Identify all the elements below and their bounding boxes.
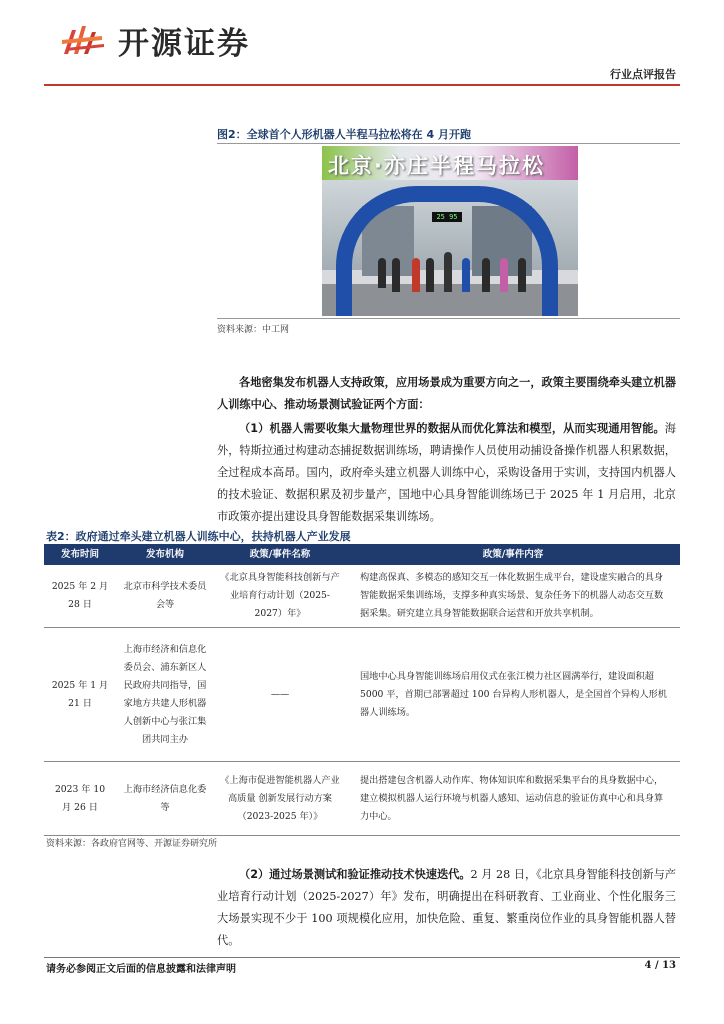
footer-disclaimer: 请务必参阅正文后面的信息披露和法律声明	[46, 964, 236, 975]
footer-divider	[44, 957, 680, 958]
photo-person	[378, 258, 386, 288]
paragraph-lead: （1）机器人需要收集大量物理世界的数据从而优化算法和模型，从而实现通用智能。	[239, 422, 665, 435]
cell-content: 国地中心具身智能训练场启用仪式在张江模力社区圆满举行，建设面积超 5000 平，首期已部署超过 100 台异构人形机器人，是全国首个异构人形机器人训练场。	[346, 628, 680, 762]
brand-name: 开源证券	[118, 25, 250, 62]
table-title: 表2：政府通过牵头建立机器人训练中心，扶持机器人产业发展	[46, 530, 351, 543]
cell-content: 构建高保真、多模态的感知交互一体化数据生成平台，建设虚实融合的具身智能数据采集训练场，支撑多种真实场景、复杂任务下的机器人动态交互数据采集。研究建立具身智能数据联合运营和开放共享机制。	[346, 565, 680, 628]
cell-agency: 上海市经济和信息化委员会、浦东新区人民政府共同指导，国家地方共建人形机器人创新中心与张江集团共同主办	[116, 628, 214, 762]
report-type: 行业点评报告	[610, 68, 676, 81]
marathon-photo	[322, 146, 578, 316]
table-row	[44, 565, 680, 628]
photo-person	[412, 258, 420, 292]
page-number: 4 / 13	[644, 960, 676, 971]
column-header: 发布时间	[44, 544, 116, 565]
photo-person	[426, 258, 434, 292]
photo-banner-text: 北京·亦庄半程马拉松	[328, 154, 545, 178]
photo-person	[482, 258, 490, 292]
paragraph-body: 2 月 28 日，《北京具身智能科技创新与产业培育行动计划（2025-2027）年》发布，明确提出在科研教育、工业商业、个性化服务三大场景实现不少于 100 项规模化应用，加快危险、重复、繁重岗位作业的具身智能机器人替代。	[217, 868, 676, 947]
brand-logo	[58, 16, 250, 64]
table-source: 资料来源：各政府官网等、开源证券研究所	[46, 839, 218, 849]
figure-title: 图2：全球首个人形机器人半程马拉松将在 4 月开跑	[217, 128, 471, 141]
cell-date: 2025 年 1 月 21 日	[44, 628, 116, 762]
table-row	[44, 628, 680, 762]
policy-table	[44, 544, 680, 836]
cell-policy-name: ——	[214, 628, 346, 762]
column-header: 发布机构	[116, 544, 214, 565]
cell-date: 2025 年 2 月 28 日	[44, 565, 116, 628]
photo-person	[462, 258, 470, 292]
column-header: 政策/事件内容	[346, 544, 680, 565]
cell-agency: 上海市经济信息化委等	[116, 762, 214, 836]
header-divider	[44, 84, 680, 86]
paragraph-body: 海外，特斯拉通过构建动态捕捉数据训练场，聘请操作人员使用动捕设备操作机器人积累数据，全过程成本高昂。国内，政府牵头建立机器人训练中心，采购设备用于实训，支持国内机器人的技术验证、数据积累及初步量产，国地中心具身智能训练场已于 2025 年 1 月启用，北京市政策亦提出建设具身智能数据采集训练场。	[217, 422, 676, 523]
paragraph-lead: （2）通过场景测试和验证推动技术快速迭代。	[239, 868, 471, 881]
photo-person	[518, 258, 526, 292]
figure-source: 资料来源：中工网	[217, 325, 290, 335]
table-row	[44, 762, 680, 836]
photo-robot	[444, 252, 452, 292]
paragraph-scenario-testing	[217, 864, 676, 952]
photo-banner	[322, 146, 578, 180]
photo-person	[500, 258, 508, 292]
paragraph-training-center	[217, 418, 676, 528]
cell-agency: 北京市科学技术委员会等	[116, 565, 214, 628]
cell-policy-name: 《北京具身智能科技创新与产业培育行动计划（2025-2027）年》	[214, 565, 346, 628]
photo-person	[392, 258, 400, 292]
figure-top-rule	[217, 143, 680, 144]
cell-date: 2023 年 10 月 26 日	[44, 762, 116, 836]
intro-paragraph: 各地密集发布机器人支持政策，应用场景成为重要方向之一，政策主要围绕牵头建立机器人训练中心、推动场景测试验证两个方面：	[217, 376, 676, 411]
brand-mark-icon	[58, 18, 108, 62]
figure-bottom-rule	[217, 318, 680, 319]
cell-content: 提出搭建包含机器人动作库、物体知识库和数据采集平台的具身数据中心，建立模拟机器人运行环境与机器人感知、运动信息的验证仿真中心和具身算力中心。	[346, 762, 680, 836]
table-header-row	[44, 544, 680, 565]
cell-policy-name: 《上海市促进智能机器人产业高质量 创新发展行动方案（2023-2025 年）》	[214, 762, 346, 836]
race-clock: 25 95	[432, 212, 462, 222]
column-header: 政策/事件名称	[214, 544, 346, 565]
finish-arch	[336, 186, 558, 316]
